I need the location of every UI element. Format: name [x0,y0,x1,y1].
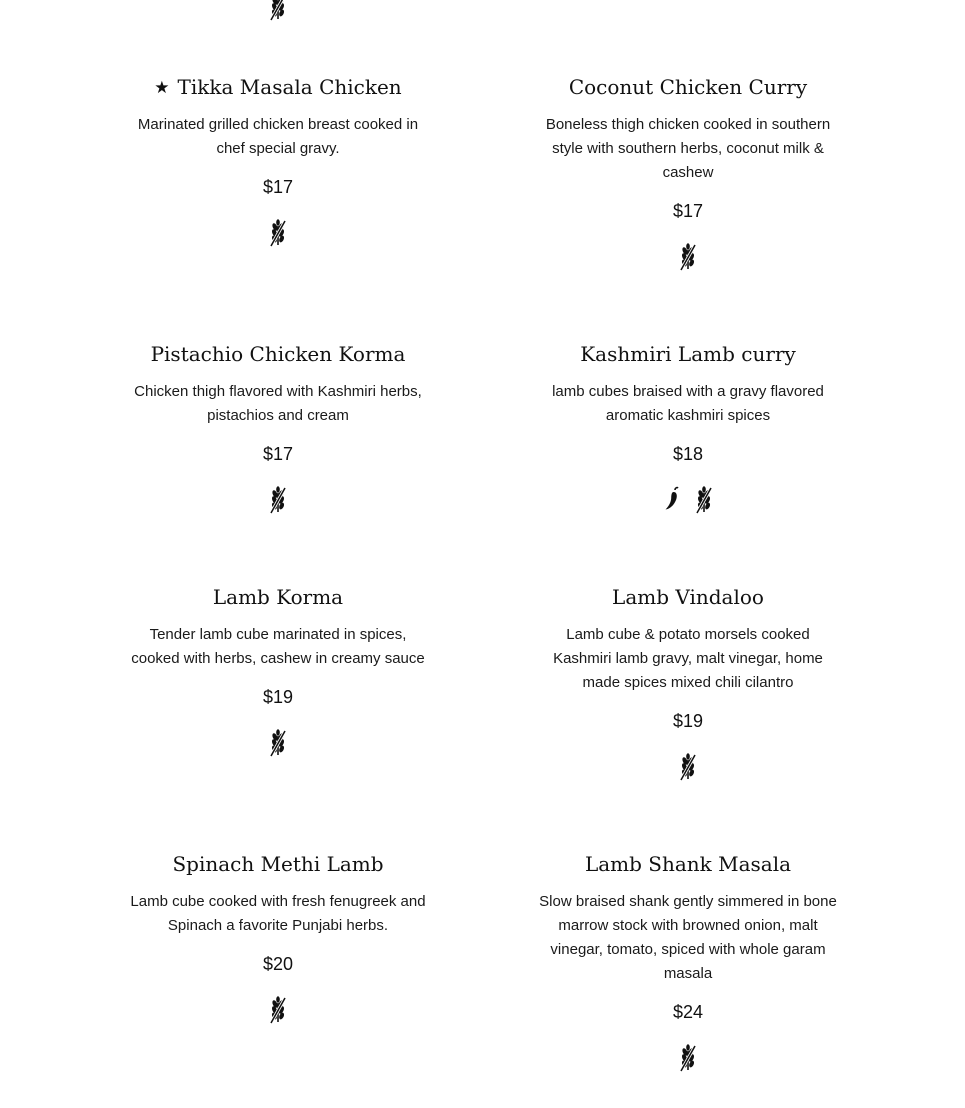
wheat-free-icon [266,485,290,515]
item-title: Lamb Korma [212,585,344,609]
wheat-free-icon [266,0,290,16]
item-description: Chicken thigh flavored with Kashmiri herbs, pistachios and cream [134,383,422,424]
item-title: Lamb Vindaloo [612,585,764,609]
item-title: Pistachio Chicken Korma [150,342,406,366]
item-title [128,74,428,100]
item-price: $24 [672,1002,704,1022]
item-description: Lamb cube & potato morsels cooked Kashmiri lamb gravy, malt vinegar, home made spices mixed chili cilantro [553,626,823,691]
item-icons [128,995,428,1025]
menu-item [538,341,838,515]
item-title: Coconut Chicken Curry [568,75,808,99]
item-price: $17 [262,444,294,464]
menu-item [538,584,838,782]
menu-item [538,74,838,272]
item-title: Lamb Shank Masala [584,852,792,876]
item-icons [128,728,428,758]
wheat-free-icon [676,1043,700,1073]
item-price: $17 [262,177,294,197]
wheat-free-icon [676,752,700,782]
wheat-free-icon [266,728,290,758]
item-price: $20 [262,954,294,974]
item-description: Marinated grilled chicken breast cooked in chef special gravy. [137,116,419,157]
menu-item [128,74,428,248]
item-icons [538,1043,838,1073]
item-description: Boneless thigh chicken cooked in southern style with southern herbs, coconut milk & cashew [545,116,831,181]
item-title: Kashmiri Lamb curry [580,342,796,366]
wheat-free-icon [692,485,716,515]
item-icons [128,485,428,515]
item-description: Lamb cube cooked with fresh fenugreek and Spinach a favorite Punjabi herbs. [130,893,426,934]
star-icon: ★ [154,78,170,98]
item-description: Tender lamb cube marinated in spices, cooked with herbs, cashew in creamy sauce [131,626,425,667]
item-title-text: Tikka Masala Chicken [177,75,402,99]
chili-pepper-icon [660,485,684,515]
item-icons [538,485,838,515]
item-price: $17 [672,201,704,221]
item-price: $19 [262,687,294,707]
wheat-free-icon [676,242,700,272]
menu-item [538,851,838,1073]
menu-item [128,851,428,1025]
wheat-free-icon [266,995,290,1025]
item-icons [538,242,838,272]
item-icons [538,752,838,782]
item-description: Slow braised shank gently simmered in bone marrow stock with browned onion, malt vinegar, tomato, spiced with whole garam masala [539,893,837,982]
item-price: $19 [672,711,704,731]
item-description: lamb cubes braised with a gravy flavored aromatic kashmiri spices [552,383,824,424]
menu-item [128,341,428,515]
wheat-free-icon [266,218,290,248]
item-title: Spinach Methi Lamb [172,852,384,876]
menu-item [128,584,428,758]
item-price: $18 [672,444,704,464]
item-icons [128,218,428,248]
